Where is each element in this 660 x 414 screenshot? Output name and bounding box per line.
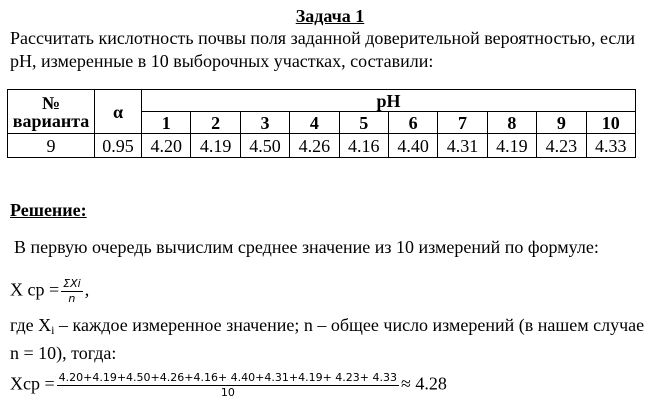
where-text-part1: где X — [10, 315, 52, 335]
measure-number: 1 — [142, 112, 191, 134]
task-title: Задача 1 — [295, 6, 365, 26]
mean-calculation-numerator: 4.20+4.19+4.50+4.26+4.16+ 4.40+4.31+4.19+ 4.23+ 4.33 — [58, 371, 398, 384]
alpha-column-header: α — [95, 90, 142, 134]
ph-value-cell: 4.16 — [339, 134, 388, 158]
mean-calculation — [10, 371, 447, 400]
mean-formula-tail: , — [84, 279, 90, 300]
ph-value-cell: 4.19 — [487, 134, 536, 158]
mean-formula — [10, 277, 89, 306]
variant-cell: 9 — [8, 134, 95, 158]
step-one-text: В первую очередь вычислим среднее значение из 10 измерений по формуле: — [14, 237, 599, 257]
ph-value-cell: 4.23 — [537, 134, 586, 158]
mean-calculation-lhs: Xср = — [10, 373, 55, 394]
ph-value-cell: 4.31 — [438, 134, 487, 158]
mean-formula-fraction — [61, 277, 83, 306]
task-intro: Рассчитать кислотность почвы поля заданной доверительной вероятностью, если pH, измеренные в 10 выборочных участках, составили: — [10, 28, 636, 71]
measurement-table — [7, 89, 636, 158]
measure-number: 10 — [586, 112, 635, 134]
ph-value-cell: 4.19 — [191, 134, 240, 158]
table-header-row — [8, 90, 636, 112]
where-text — [10, 314, 650, 365]
measure-number: 2 — [191, 112, 240, 134]
mean-calculation-fraction — [57, 371, 399, 400]
measure-number: 4 — [290, 112, 339, 134]
mean-formula-denominator: n — [68, 292, 76, 305]
mean-formula-numerator: ΣXi — [63, 277, 81, 290]
ph-value-cell: 4.20 — [142, 134, 191, 158]
ph-value-cell: 4.33 — [586, 134, 635, 158]
mean-calculation-result: ≈ 4.28 — [401, 373, 447, 394]
alpha-cell: 0.95 — [95, 134, 142, 158]
variant-header-line1: № — [41, 92, 61, 113]
measure-number: 7 — [438, 112, 487, 134]
table-row — [8, 134, 636, 158]
where-text-subscript: i — [51, 323, 55, 337]
measure-number: 8 — [487, 112, 536, 134]
ph-value-cell: 4.40 — [388, 134, 437, 158]
where-text-part2: – каждое измеренное значение; n – общее число измерений (в нашем случае n = 10), тогда: — [10, 315, 645, 363]
measure-number: 6 — [388, 112, 437, 134]
ph-value-cell: 4.26 — [290, 134, 339, 158]
ph-value-cell: 4.50 — [240, 134, 289, 158]
measure-number: 5 — [339, 112, 388, 134]
variant-header-line2: варианта — [12, 110, 90, 131]
ph-header: pH — [142, 90, 636, 112]
mean-calculation-denominator: 10 — [220, 386, 235, 399]
mean-formula-lhs: X ср = — [10, 279, 60, 300]
measure-number: 9 — [537, 112, 586, 134]
measure-number: 3 — [240, 112, 289, 134]
variant-column-header — [8, 90, 95, 134]
solution-heading: Решение: — [10, 200, 87, 220]
